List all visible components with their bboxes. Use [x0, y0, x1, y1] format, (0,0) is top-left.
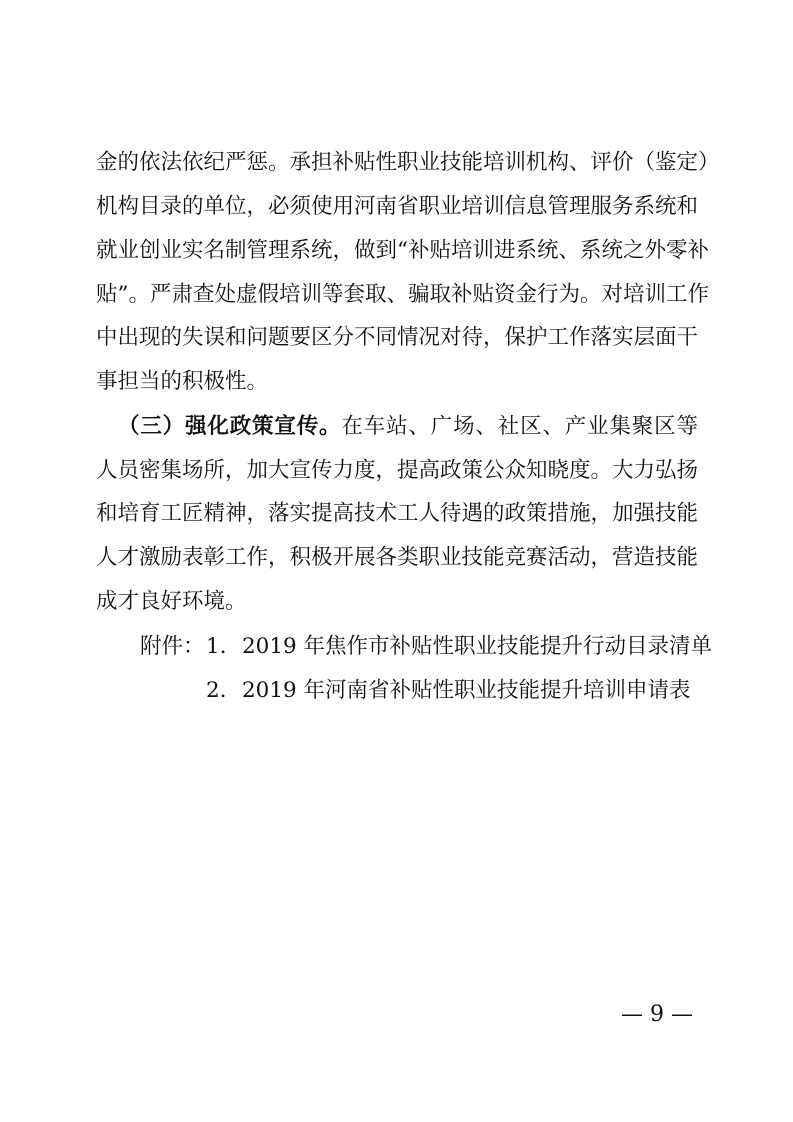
paragraph-line: 金的依法依纪严惩。承担补贴性职业技能培训机构、评价（鉴定） [96, 150, 720, 175]
attachment-title: 2019 年河南省补贴性职业技能提升培训申请表 [242, 678, 691, 703]
attachment-title: 2019 年焦作市补贴性职业技能提升行动目录清单 [242, 634, 713, 659]
attachment-number: 2. [206, 678, 227, 703]
paragraph-line: 人员密集场所，加大宣传力度，提高政策公众知晓度。大力弘扬 [96, 458, 699, 483]
attachments-label: 附件： [140, 634, 205, 659]
paragraph-line: 贴”。严肃查处虚假培训等套取、骗取补贴资金行为。对培训工作 [96, 282, 709, 307]
paragraph-first-line [118, 412, 698, 442]
attachment-number: 1. [206, 634, 227, 659]
section-heading: （三）强化政策宣传。 [118, 414, 342, 439]
paragraph-line: 成才良好环境。 [96, 589, 247, 614]
paragraph-line: 和培育工匠精神，落实提高技术工人待遇的政策措施，加强技能 [96, 501, 699, 526]
paragraph-line: 机构目录的单位，必须使用河南省职业培训信息管理服务系统和 [96, 194, 699, 219]
attachment-item [206, 676, 691, 706]
paragraph-line: 人才激励表彰工作，积极开展各类职业技能竞赛活动，营造技能 [96, 545, 699, 570]
paragraph-text: 在车站、广场、社区、产业集聚区等 [341, 414, 698, 439]
page-number: — 9 — [621, 1002, 693, 1027]
paragraph-line: 就业创业实名制管理系统，做到“补贴培训进系统、系统之外零补 [96, 238, 709, 263]
attachment-item [206, 632, 712, 662]
paragraph-line: 中出现的失误和问题要区分不同情况对待，保护工作落实层面干 [96, 325, 699, 350]
paragraph-line: 事担当的积极性。 [96, 369, 269, 394]
